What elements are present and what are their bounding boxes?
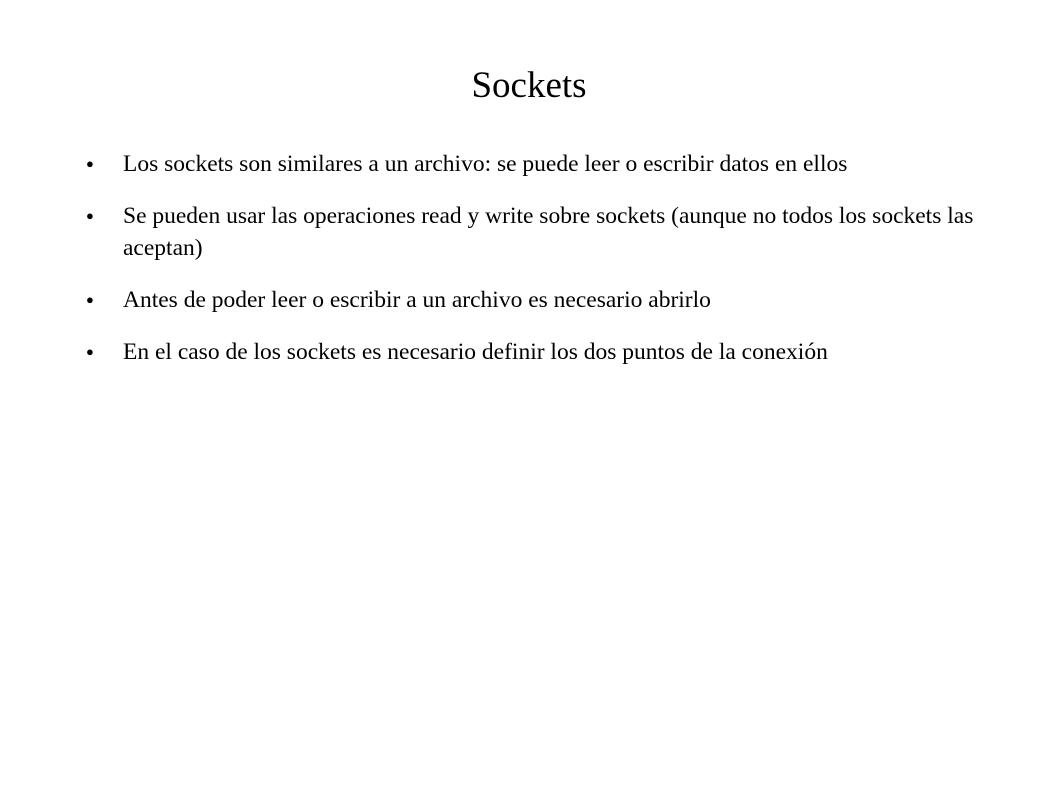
bullet-item (86, 148, 986, 180)
bullet-item (86, 336, 986, 368)
bullet-item (86, 284, 986, 316)
bullet-item (86, 200, 986, 264)
slide-title: Sockets (471, 65, 587, 106)
bullet-dot-icon: ● (86, 156, 94, 171)
bullet-dot-icon: ● (86, 208, 94, 223)
bullet-dot-icon: ● (86, 292, 94, 307)
bullet-dot-icon: ● (86, 344, 94, 359)
bullet-list (86, 148, 986, 388)
bullet-text: Los sockets son similares a un archivo: se puede leer o escribir datos en ellos (123, 151, 848, 177)
bullet-text: En el caso de los sockets es necesario definir los dos puntos de la conexión (123, 339, 828, 365)
bullet-text: Antes de poder leer o escribir a un archivo es necesario abrirlo (123, 287, 711, 313)
bullet-text: Se pueden usar las operaciones read y write sobre sockets (aunque no todos los sockets las aceptan) (123, 203, 974, 261)
